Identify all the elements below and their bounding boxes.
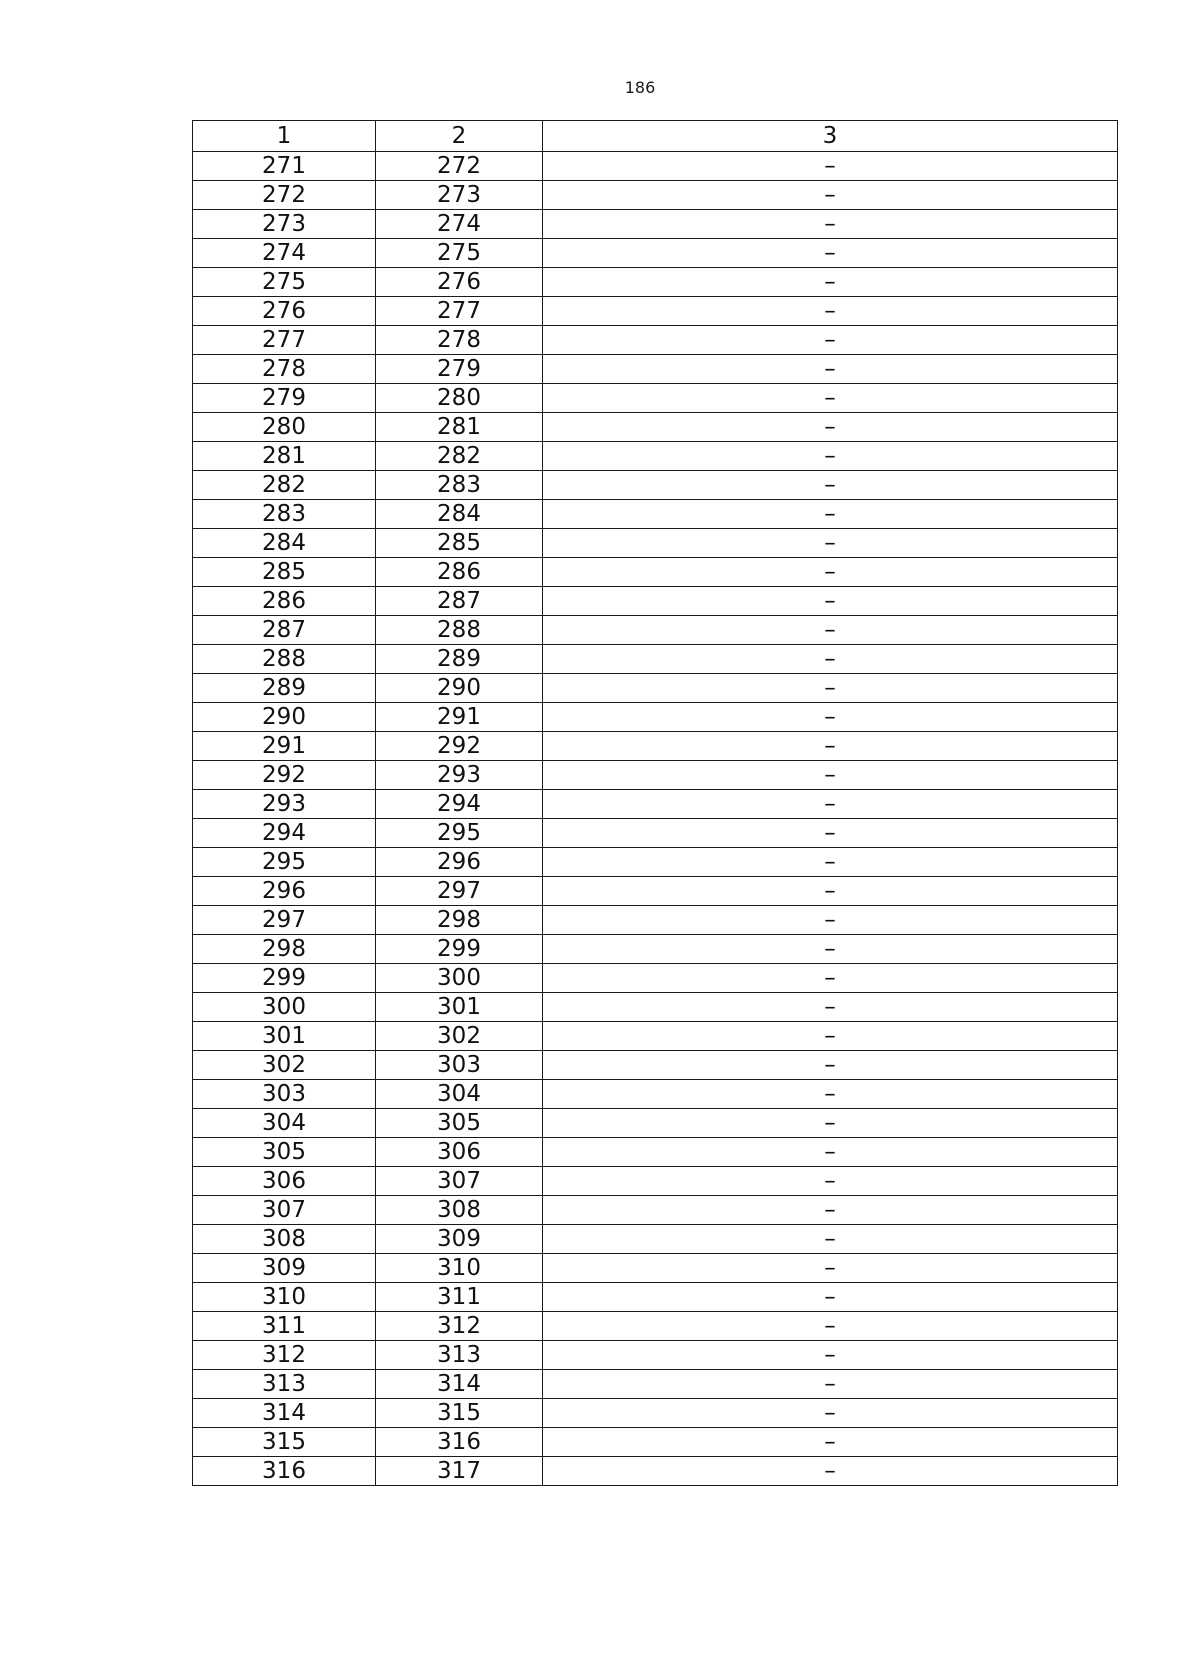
table-cell: 274 xyxy=(376,210,543,239)
table-row xyxy=(193,210,1118,239)
table-row xyxy=(193,384,1118,413)
table-cell: 312 xyxy=(376,1312,543,1341)
table-cell: – xyxy=(543,1457,1118,1486)
table-cell: 312 xyxy=(193,1341,376,1370)
table-cell: 278 xyxy=(376,326,543,355)
table-cell: – xyxy=(543,1196,1118,1225)
table-cell: 289 xyxy=(376,645,543,674)
table-cell: 300 xyxy=(376,964,543,993)
table-cell: – xyxy=(543,1254,1118,1283)
table-cell: 280 xyxy=(193,413,376,442)
table-cell: – xyxy=(543,819,1118,848)
table-cell: – xyxy=(543,500,1118,529)
table-cell: 291 xyxy=(376,703,543,732)
table-cell: 296 xyxy=(193,877,376,906)
table-cell: 316 xyxy=(193,1457,376,1486)
table-cell: 301 xyxy=(376,993,543,1022)
table-cell: 311 xyxy=(376,1283,543,1312)
table-cell: 284 xyxy=(376,500,543,529)
table-header-row xyxy=(193,121,1118,152)
table-cell: 298 xyxy=(193,935,376,964)
table-cell: 315 xyxy=(376,1399,543,1428)
table-row xyxy=(193,848,1118,877)
table-cell: 280 xyxy=(376,384,543,413)
table-row xyxy=(193,1051,1118,1080)
table-cell: – xyxy=(543,587,1118,616)
table-row xyxy=(193,761,1118,790)
table-cell: 310 xyxy=(376,1254,543,1283)
table-cell: – xyxy=(543,529,1118,558)
table-cell: 311 xyxy=(193,1312,376,1341)
table-cell: 282 xyxy=(376,442,543,471)
table-cell: – xyxy=(543,471,1118,500)
table-cell: 295 xyxy=(376,819,543,848)
table-cell: 287 xyxy=(193,616,376,645)
table-cell: 308 xyxy=(376,1196,543,1225)
table-row xyxy=(193,1341,1118,1370)
table-cell: 288 xyxy=(376,616,543,645)
table-cell: 300 xyxy=(193,993,376,1022)
table-cell: 279 xyxy=(376,355,543,384)
table-cell: – xyxy=(543,1022,1118,1051)
table-cell: 276 xyxy=(193,297,376,326)
table-row xyxy=(193,1225,1118,1254)
table-cell: – xyxy=(543,1225,1118,1254)
table-cell: 273 xyxy=(376,181,543,210)
table-row xyxy=(193,1254,1118,1283)
table-row xyxy=(193,1312,1118,1341)
table-cell: – xyxy=(543,1370,1118,1399)
data-table-container xyxy=(192,120,1117,1486)
table-cell: – xyxy=(543,181,1118,210)
table-cell: 277 xyxy=(376,297,543,326)
column-header: 2 xyxy=(376,121,543,152)
table-cell: – xyxy=(543,1109,1118,1138)
table-cell: 278 xyxy=(193,355,376,384)
table-row xyxy=(193,529,1118,558)
table-cell: 282 xyxy=(193,471,376,500)
table-cell: 291 xyxy=(193,732,376,761)
table-row xyxy=(193,355,1118,384)
table-row xyxy=(193,906,1118,935)
table-cell: – xyxy=(543,790,1118,819)
table-row xyxy=(193,442,1118,471)
table-cell: 286 xyxy=(376,558,543,587)
table-cell: 281 xyxy=(376,413,543,442)
table-body xyxy=(193,152,1118,1486)
table-cell: 295 xyxy=(193,848,376,877)
table-cell: 290 xyxy=(376,674,543,703)
table-cell: 296 xyxy=(376,848,543,877)
table-cell: 304 xyxy=(376,1080,543,1109)
table-cell: 306 xyxy=(376,1138,543,1167)
table-cell: 298 xyxy=(376,906,543,935)
table-cell: 299 xyxy=(193,964,376,993)
table-cell: 276 xyxy=(376,268,543,297)
table-cell: – xyxy=(543,210,1118,239)
table-cell: 272 xyxy=(376,152,543,181)
table-cell: 289 xyxy=(193,674,376,703)
data-table xyxy=(192,120,1118,1486)
table-row xyxy=(193,268,1118,297)
table-cell: 273 xyxy=(193,210,376,239)
table-cell: – xyxy=(543,1167,1118,1196)
table-cell: – xyxy=(543,877,1118,906)
table-cell: – xyxy=(543,1428,1118,1457)
table-row xyxy=(193,732,1118,761)
table-cell: – xyxy=(543,1051,1118,1080)
table-cell: 309 xyxy=(193,1254,376,1283)
table-row xyxy=(193,1022,1118,1051)
table-cell: 294 xyxy=(193,819,376,848)
table-cell: 303 xyxy=(193,1080,376,1109)
table-cell: 297 xyxy=(376,877,543,906)
table-cell: 285 xyxy=(376,529,543,558)
table-row xyxy=(193,1167,1118,1196)
table-cell: – xyxy=(543,1080,1118,1109)
table-cell: 306 xyxy=(193,1167,376,1196)
table-cell: 275 xyxy=(193,268,376,297)
table-row xyxy=(193,326,1118,355)
table-cell: 283 xyxy=(193,500,376,529)
table-row xyxy=(193,674,1118,703)
table-cell: – xyxy=(543,1138,1118,1167)
table-row xyxy=(193,1138,1118,1167)
table-cell: 279 xyxy=(193,384,376,413)
table-cell: 313 xyxy=(376,1341,543,1370)
table-cell: – xyxy=(543,326,1118,355)
table-cell: 275 xyxy=(376,239,543,268)
table-cell: 316 xyxy=(376,1428,543,1457)
table-cell: 309 xyxy=(376,1225,543,1254)
table-cell: – xyxy=(543,268,1118,297)
table-row xyxy=(193,558,1118,587)
table-cell: 302 xyxy=(376,1022,543,1051)
table-cell: – xyxy=(543,442,1118,471)
table-row xyxy=(193,1080,1118,1109)
table-row xyxy=(193,1428,1118,1457)
table-row xyxy=(193,1109,1118,1138)
table-cell: – xyxy=(543,152,1118,181)
table-cell: – xyxy=(543,558,1118,587)
table-cell: 286 xyxy=(193,587,376,616)
table-cell: – xyxy=(543,239,1118,268)
table-cell: – xyxy=(543,645,1118,674)
table-row xyxy=(193,1370,1118,1399)
table-cell: – xyxy=(543,1399,1118,1428)
table-row xyxy=(193,587,1118,616)
table-cell: 304 xyxy=(193,1109,376,1138)
table-row xyxy=(193,703,1118,732)
table-row xyxy=(193,935,1118,964)
table-cell: – xyxy=(543,1312,1118,1341)
table-cell: 287 xyxy=(376,587,543,616)
table-cell: 294 xyxy=(376,790,543,819)
table-cell: – xyxy=(543,413,1118,442)
table-cell: 307 xyxy=(376,1167,543,1196)
table-cell: – xyxy=(543,761,1118,790)
table-row xyxy=(193,616,1118,645)
table-cell: 284 xyxy=(193,529,376,558)
table-cell: – xyxy=(543,674,1118,703)
table-cell: – xyxy=(543,964,1118,993)
table-row xyxy=(193,181,1118,210)
table-cell: 301 xyxy=(193,1022,376,1051)
table-cell: – xyxy=(543,1283,1118,1312)
table-cell: 288 xyxy=(193,645,376,674)
table-cell: 315 xyxy=(193,1428,376,1457)
column-header: 3 xyxy=(543,121,1118,152)
table-cell: 305 xyxy=(193,1138,376,1167)
table-cell: 290 xyxy=(193,703,376,732)
table-row xyxy=(193,645,1118,674)
table-cell: 313 xyxy=(193,1370,376,1399)
table-row xyxy=(193,993,1118,1022)
table-row xyxy=(193,1283,1118,1312)
table-cell: 285 xyxy=(193,558,376,587)
table-cell: 307 xyxy=(193,1196,376,1225)
table-row xyxy=(193,877,1118,906)
table-cell: 302 xyxy=(193,1051,376,1080)
table-cell: 283 xyxy=(376,471,543,500)
table-cell: 314 xyxy=(376,1370,543,1399)
table-cell: 292 xyxy=(193,761,376,790)
table-cell: 277 xyxy=(193,326,376,355)
table-cell: – xyxy=(543,355,1118,384)
table-cell: – xyxy=(543,384,1118,413)
table-row xyxy=(193,471,1118,500)
column-header: 1 xyxy=(193,121,376,152)
table-row xyxy=(193,819,1118,848)
table-cell: 305 xyxy=(376,1109,543,1138)
table-cell: 292 xyxy=(376,732,543,761)
table-row xyxy=(193,1399,1118,1428)
table-cell: 293 xyxy=(193,790,376,819)
table-row xyxy=(193,152,1118,181)
table-row xyxy=(193,1196,1118,1225)
table-cell: 274 xyxy=(193,239,376,268)
table-cell: – xyxy=(543,732,1118,761)
table-cell: 308 xyxy=(193,1225,376,1254)
table-cell: – xyxy=(543,906,1118,935)
page-number: 186 xyxy=(624,78,656,97)
table-cell: 271 xyxy=(193,152,376,181)
table-row xyxy=(193,239,1118,268)
table-row xyxy=(193,500,1118,529)
table-row xyxy=(193,1457,1118,1486)
table-row xyxy=(193,413,1118,442)
table-row xyxy=(193,297,1118,326)
table-cell: 310 xyxy=(193,1283,376,1312)
table-row xyxy=(193,964,1118,993)
table-cell: – xyxy=(543,297,1118,326)
table-cell: – xyxy=(543,1341,1118,1370)
table-cell: 314 xyxy=(193,1399,376,1428)
table-cell: 303 xyxy=(376,1051,543,1080)
table-cell: – xyxy=(543,848,1118,877)
table-cell: 272 xyxy=(193,181,376,210)
table-cell: 299 xyxy=(376,935,543,964)
table-cell: 281 xyxy=(193,442,376,471)
table-cell: – xyxy=(543,703,1118,732)
table-cell: 317 xyxy=(376,1457,543,1486)
table-cell: – xyxy=(543,616,1118,645)
table-cell: – xyxy=(543,935,1118,964)
table-cell: 293 xyxy=(376,761,543,790)
table-cell: – xyxy=(543,993,1118,1022)
table-row xyxy=(193,790,1118,819)
table-cell: 297 xyxy=(193,906,376,935)
